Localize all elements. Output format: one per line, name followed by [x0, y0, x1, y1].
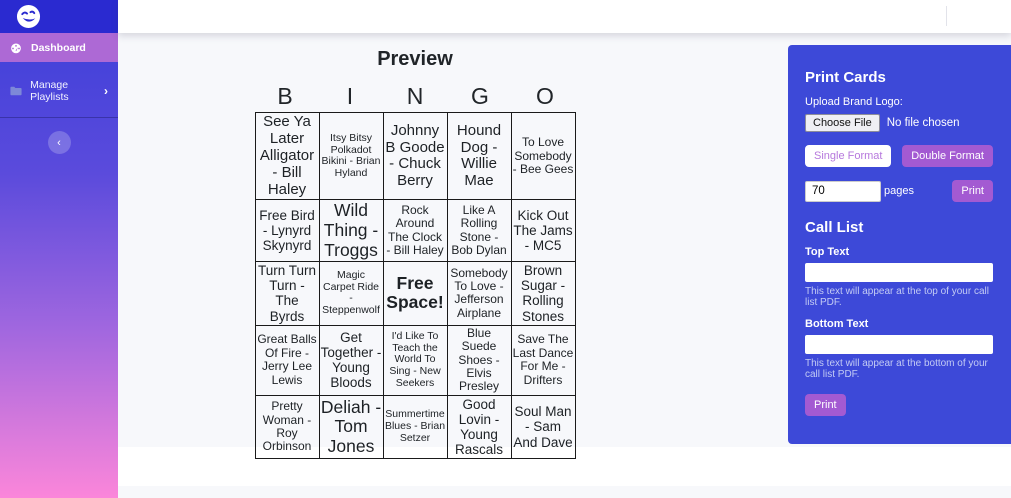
bingo-letter: I: [346, 83, 354, 109]
bingo-card-table: [255, 112, 576, 459]
top-navbar: [118, 0, 1011, 33]
winking-smiley-icon: [16, 4, 41, 29]
top-text-helper: This text will appear at the top of your call list PDF.: [805, 286, 989, 308]
print-call-list-button[interactable]: Print: [805, 394, 846, 416]
pages-label: pages: [884, 185, 914, 197]
bottom-text-helper: This text will appear at the bottom of your call list PDF.: [805, 358, 988, 380]
bingo-letter: N: [406, 83, 424, 109]
sidebar-item-dashboard[interactable]: [0, 33, 118, 62]
choose-file-button[interactable]: Choose File: [805, 114, 880, 132]
bingo-cell: Brown Sugar - Rolling Stones: [511, 262, 575, 325]
bingo-cell: Good Lovin - Young Rascals: [447, 395, 511, 458]
bottom-text-label: Bottom Text: [805, 318, 869, 330]
bingo-cell: Hound Dog - Willie Mae: [447, 113, 511, 200]
bingo-cell: Like A Rolling Stone - Bob Dylan: [447, 200, 511, 262]
pages-input[interactable]: [805, 181, 881, 202]
format-buttons-row: [805, 145, 993, 167]
upload-brand-logo-label: Upload Brand Logo:: [805, 96, 903, 108]
bingo-cell: Summertime Blues - Brian Setzer: [383, 395, 447, 458]
no-file-chosen-text: No file chosen: [886, 117, 960, 129]
bingo-letters-row: [118, 83, 712, 109]
print-cards-button[interactable]: Print: [952, 180, 993, 202]
bingo-cell: Somebody To Love - Jefferson Airplane: [447, 262, 511, 325]
folder-icon: [10, 86, 22, 96]
sidebar: [0, 0, 118, 498]
sidebar-header: [0, 0, 118, 33]
main-area: [118, 33, 1011, 458]
pages-row: [805, 180, 993, 202]
bingo-cell: Save The Last Dance For Me - Drifters: [511, 325, 575, 395]
bingo-cell: Magic Carpet Ride - Steppenwolf: [319, 262, 383, 325]
bingo-cell: Johnny B Goode - Chuck Berry: [383, 113, 447, 200]
file-input-row: [805, 114, 993, 132]
bingo-row: [255, 113, 575, 200]
bingo-letter: G: [471, 83, 489, 109]
bingo-cell: Blue Suede Shoes - Elvis Presley: [447, 325, 511, 395]
bingo-letter: O: [536, 83, 554, 109]
bingo-cell: See Ya Later Alligator - Bill Haley: [255, 113, 319, 200]
top-text-input[interactable]: [805, 263, 993, 282]
sidebar-collapse-button[interactable]: [48, 131, 71, 154]
bingo-cell: I'd Like To Teach the World To Sing - New Seekers: [383, 325, 447, 395]
bingo-cell: Great Balls Of Fire - Jerry Lee Lewis: [255, 325, 319, 395]
chevron-left-icon: ‹: [57, 136, 61, 149]
sidebar-divider: [0, 117, 118, 118]
bottom-text-input[interactable]: [805, 335, 993, 354]
bingo-cell: Rock Around The Clock - Bill Haley: [383, 200, 447, 262]
bingo-cell: Free Space!: [383, 262, 447, 325]
bingo-row: [255, 325, 575, 395]
bingo-cell: Wild Thing - Troggs: [319, 200, 383, 262]
controls-panel: [788, 45, 1011, 444]
top-text-label: Top Text: [805, 246, 850, 258]
sidebar-item-label: Dashboard: [31, 41, 86, 54]
bingo-row: [255, 262, 575, 325]
double-format-button[interactable]: Double Format: [902, 145, 993, 167]
bingo-row: [255, 200, 575, 262]
sidebar-item-manage-playlists[interactable]: [0, 76, 118, 105]
chevron-right-icon: ›: [104, 83, 108, 98]
print-cards-title: Print Cards: [805, 69, 886, 86]
bingo-preview-section: [118, 33, 712, 459]
content-column: [118, 0, 1011, 498]
bingo-row: [255, 395, 575, 458]
bingo-cell: Turn Turn Turn - The Byrds: [255, 262, 319, 325]
bingo-cell: Kick Out The Jams - MC5: [511, 200, 575, 262]
call-list-title: Call List: [805, 219, 864, 236]
bingo-cell: Get Together - Young Bloods: [319, 325, 383, 395]
bingo-cell: Free Bird - Lynyrd Skynyrd: [255, 200, 319, 262]
single-format-button[interactable]: Single Format: [805, 145, 891, 167]
bingo-letter: B: [277, 83, 293, 109]
sidebar-item-label: Manage Playlists: [30, 78, 69, 103]
bingo-cell: Pretty Woman - Roy Orbinson: [255, 395, 319, 458]
bingo-cell: To Love Somebody - Bee Gees: [511, 113, 575, 200]
preview-title: Preview: [377, 48, 453, 70]
dashboard-gauge-icon: [10, 42, 23, 54]
bingo-cell: Deliah - Tom Jones: [319, 395, 383, 458]
bingo-cell: Soul Man - Sam And Dave: [511, 395, 575, 458]
navbar-divider: [946, 6, 947, 26]
bingo-cell: Itsy Bitsy Polkadot Bikini - Brian Hyland: [319, 113, 383, 200]
